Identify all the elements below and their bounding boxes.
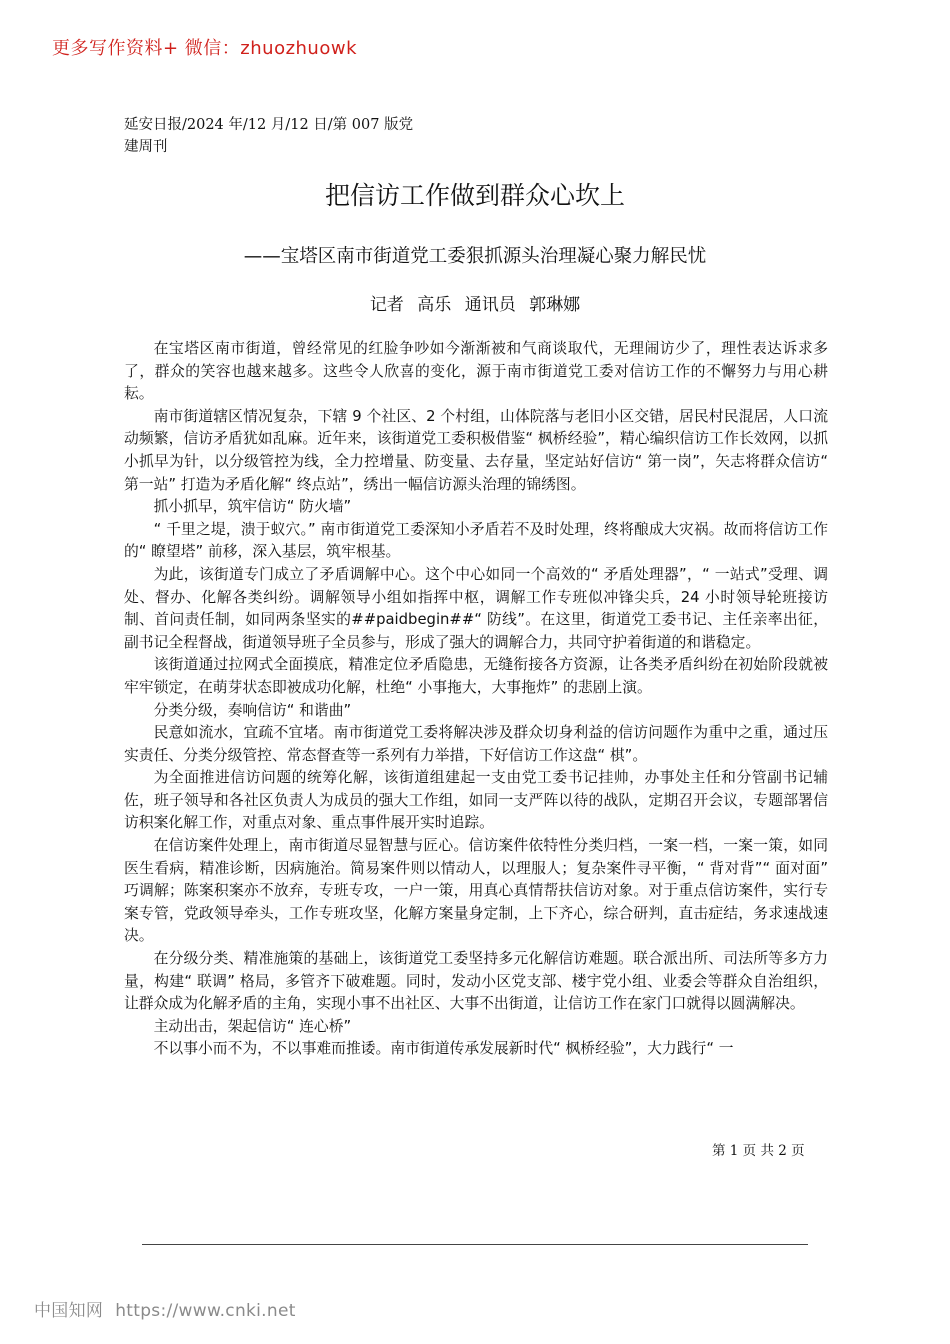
paragraph: 南市街道辖区情况复杂，下辖 9 个社区、2 个村组，山体院落与老旧小区交错，居民村民混居，人口流动频繁，信访矛盾犹如乱麻。近年来，该街道党工委积极借鉴“ 枫桥经验”，精心编织信访工作长效网，以抓小抓早为针，以分级管控为线，全力控增量、防变量、去存量，坚定站好信访“ 第一岗”，矢志将群众信访“ 第一站” 打造为矛盾化解“ 终点站”，绣出一幅信访源头治理的锦绣图。 bbox=[124, 407, 828, 493]
article-byline: 记者 高乐 通讯员 郭琳娜 bbox=[369, 295, 581, 315]
cnki-url: https://www.cnki.net bbox=[115, 1301, 296, 1321]
paragraph: 该街道通过拉网式全面摸底，精准定位矛盾隐患，无缝衔接各方资源，让各类矛盾纠纷在初始阶段就被牢牢锁定，在萌芽状态即被成功化解，杜绝“ 小事拖大，大事拖炸” 的悲剧上演。 bbox=[124, 656, 828, 696]
section-heading: 主动出击，架起信访“ 连心桥” bbox=[153, 1017, 352, 1035]
section-heading: 分类分级，奏响信访“ 和谐曲” bbox=[153, 701, 352, 719]
source-line: 延安日报/2024 年/12 月/12 日/第 007 版党建周刊 bbox=[124, 117, 414, 155]
footer-divider bbox=[142, 1244, 808, 1245]
section-heading: 抓小抓早，筑牢信访“ 防火墙” bbox=[153, 498, 352, 516]
paragraph: 不以事小而不为，不以事难而推诿。南市街道传承发展新时代“ 枫桥经验”，大力践行“ 一 bbox=[153, 1040, 734, 1058]
paragraph: 在分级分类、精准施策的基础上，该街道党工委坚持多元化解信访难题。联合派出所、司法所等多方力量，构建“ 联调” 格局，多管齐下破难题。同时，发动小区党支部、楼宇党小组、业委会等群众自治组织，让群众成为化解矛盾的主角，实现小事不出社区、大事不出街道，让信访工作在家门口就得以圆满解决。 bbox=[124, 950, 828, 1013]
paragraph: 为此，该街道专门成立了矛盾调解中心。这个中心如同一个高效的“ 矛盾处理器”，“ 一站式”受理、调处、督办、化解各类纠纷。调解领导小组如指挥中枢，调解工作专班似冲锋尖兵，24 小时领导轮班接访制、首问责任制，如同两条坚实的##paidbegin##“ 防线”。在这里，街道党工委书记、主任亲率出征，副书记全程督战，街道领导班子全员参与，形成了强大的调解合力，共同守护着街道的和谐稳定。 bbox=[124, 565, 828, 651]
article-body bbox=[124, 338, 828, 1061]
paragraph: 民意如流水，宜疏不宜堵。南市街道党工委将解决涉及群众切身利益的信访问题作为重中之重，通过压实责任、分类分级管控、常态督查等一系列有力举措，下好信访工作这盘“ 棋”。 bbox=[124, 724, 828, 764]
cnki-watermark bbox=[34, 1296, 296, 1321]
cnki-brand: 中国知网 bbox=[34, 1301, 104, 1321]
page-number: 第 1 页 共 2 页 bbox=[712, 1143, 805, 1159]
article-title: 把信访工作做到群众心坎上 bbox=[324, 181, 625, 210]
paragraph: 在信访案件处理上，南市街道尽显智慧与匠心。信访案件依特性分类归档，一案一档，一案一策，如同医生看病，精准诊断，因病施治。简易案件则以情动人，以理服人；复杂案件寻平衡，“ 背对背”“ 面对面” 巧调解；陈案积案亦不放弃，专班专攻，一户一策，用真心真情帮扶信访对象。对于重点信访案件，实行专案专管，党政领导牵头，工作专班攻坚，化解方案量身定制，上下齐心，综合研判，直击症结，务求速战速决。 bbox=[124, 837, 828, 945]
paragraph: 为全面推进信访问题的统筹化解，该街道组建起一支由党工委书记挂帅，办事处主任和分管副书记辅佐，班子领导和各社区负责人为成员的强大工作组，如同一支严阵以待的战队，定期召开会议，专题部署信访积案化解工作，对重点对象、重点事件展开实时追踪。 bbox=[124, 769, 828, 832]
paragraph: “ 千里之堤，溃于蚁穴。” 南市街道党工委深知小矛盾若不及时处理，终将酿成大灾祸。故而将信访工作的“ 瞭望塔” 前移，深入基层，筑牢根基。 bbox=[124, 520, 828, 561]
promo-banner: 更多写作资料+ 微信：zhuozhuowk bbox=[52, 38, 358, 59]
article-subtitle: ——宝塔区南市街道党工委狠抓源头治理凝心聚力解民忧 bbox=[243, 246, 707, 267]
paragraph: 在宝塔区南市街道，曾经常见的红脸争吵如今渐渐被和气商谈取代，无理闹访少了，理性表达诉求多了，群众的笑容也越来越多。这些令人欣喜的变化，源于南市街道党工委对信访工作的不懈努力与用心耕耘。 bbox=[124, 340, 828, 403]
